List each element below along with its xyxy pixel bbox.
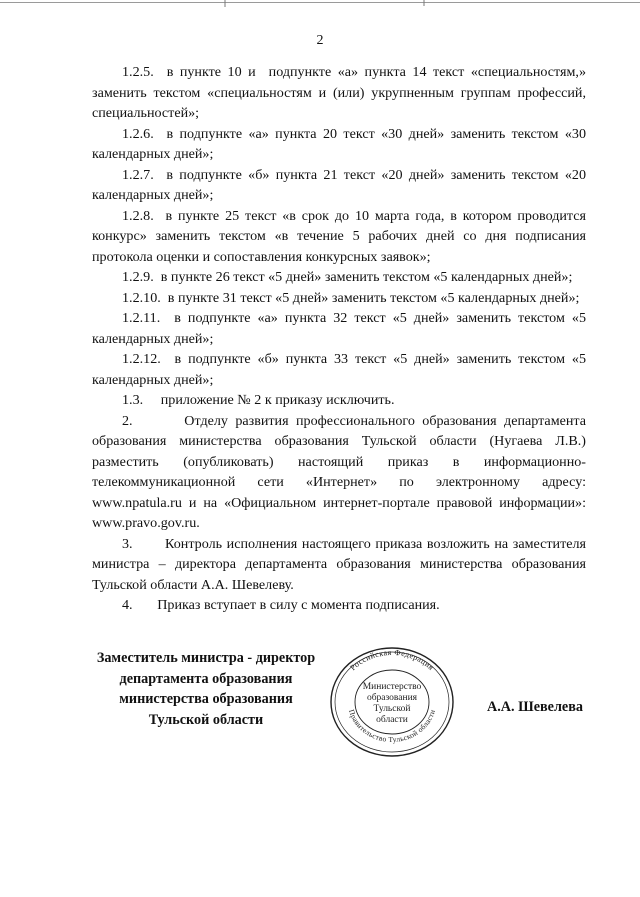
seal-center-line: Тульской: [373, 704, 411, 714]
paragraph-4: 4. Приказ вступает в силу с момента подписания.: [122, 597, 440, 613]
paragraph-1-2-10: 1.2.10. в пункте 31 текст «5 дней» заменить текстом «5 календарных дней»;: [122, 289, 580, 306]
page-number: 2: [316, 33, 324, 48]
seal-center-line: области: [376, 715, 408, 725]
seal-outer-ring-text: Российская Федерация: [348, 647, 436, 673]
paragraph-1-2-12: 1.2.12. в подпункте «б» пункта 33 текст «5 дней» заменить текстом «5 календарных дней»;: [92, 351, 590, 388]
signer-name: А.А. Шевелева: [487, 699, 583, 715]
paragraph-1-2-6: 1.2.6. в подпункте «а» пункта 20 текст «30 дней» заменить текстом «30 календарных дней»;: [92, 125, 590, 162]
paragraph-1-3: 1.3. приложение № 2 к приказу исключить.: [122, 392, 395, 408]
seal-center-line: Министерство: [362, 682, 422, 692]
signatory-title: [88, 648, 324, 730]
top-edge-scan-line: [0, 0, 640, 8]
paragraph-2: 2. Отделу развития профессионального образования департамента образования министерства образования Тульской области (Нугаева Л.В.) разместить (опубликовать) настоящий приказ в информационно-телекоммуникационной сети «Интернет» по электронному адресу: www.npatula.ru и на «Официальном интернет-портале правовой информации»: www.pravo.gov.ru.: [92, 412, 590, 531]
paragraph-1-2-5: 1.2.5. в пункте 10 и подпункте «а» пункта 14 текст «специальностям,» заменить текстом «специальностям и (или) укрупненным группам профессий, специальностей»;: [92, 64, 590, 121]
document-body: [92, 62, 590, 616]
signatory-title-line: министерства образования: [119, 691, 293, 707]
signatory-title-line: Тульской области: [148, 711, 264, 728]
paragraph-1-2-9: 1.2.9. в пункте 26 текст «5 дней» заменить текстом «5 календарных дней»;: [122, 269, 573, 285]
signatory-title-line: департамента образования: [119, 670, 293, 687]
seal-inner-ring-text: Правительство Тульской области: [346, 708, 438, 745]
paragraph-1-2-8: 1.2.8. в пункте 25 текст «в срок до 10 марта года, в котором проводится конкурс» заменить текстом «в течение 5 рабочих дней со дня подписания протокола оценки и сопоставления конкурсных заявок»;: [92, 207, 590, 265]
seal-center-line: образования: [366, 693, 418, 703]
paragraph-1-2-7: 1.2.7. в подпункте «б» пункта 21 текст «20 дней» заменить текстом «20 календарных дней»;: [92, 166, 590, 203]
paragraph-1-2-11: 1.2.11. в подпункте «а» пункта 32 текст «5 дней» заменить текстом «5 календарных дней»;: [92, 310, 590, 347]
official-seal: [328, 645, 456, 759]
paragraph-3: 3. Контроль исполнения настоящего приказа возложить на заместителя министра – директора департамента образования министерства образования Тульской области А.А. Шевелеву.: [92, 535, 590, 593]
signatory-title-line: Заместитель министра - директор: [96, 650, 316, 666]
